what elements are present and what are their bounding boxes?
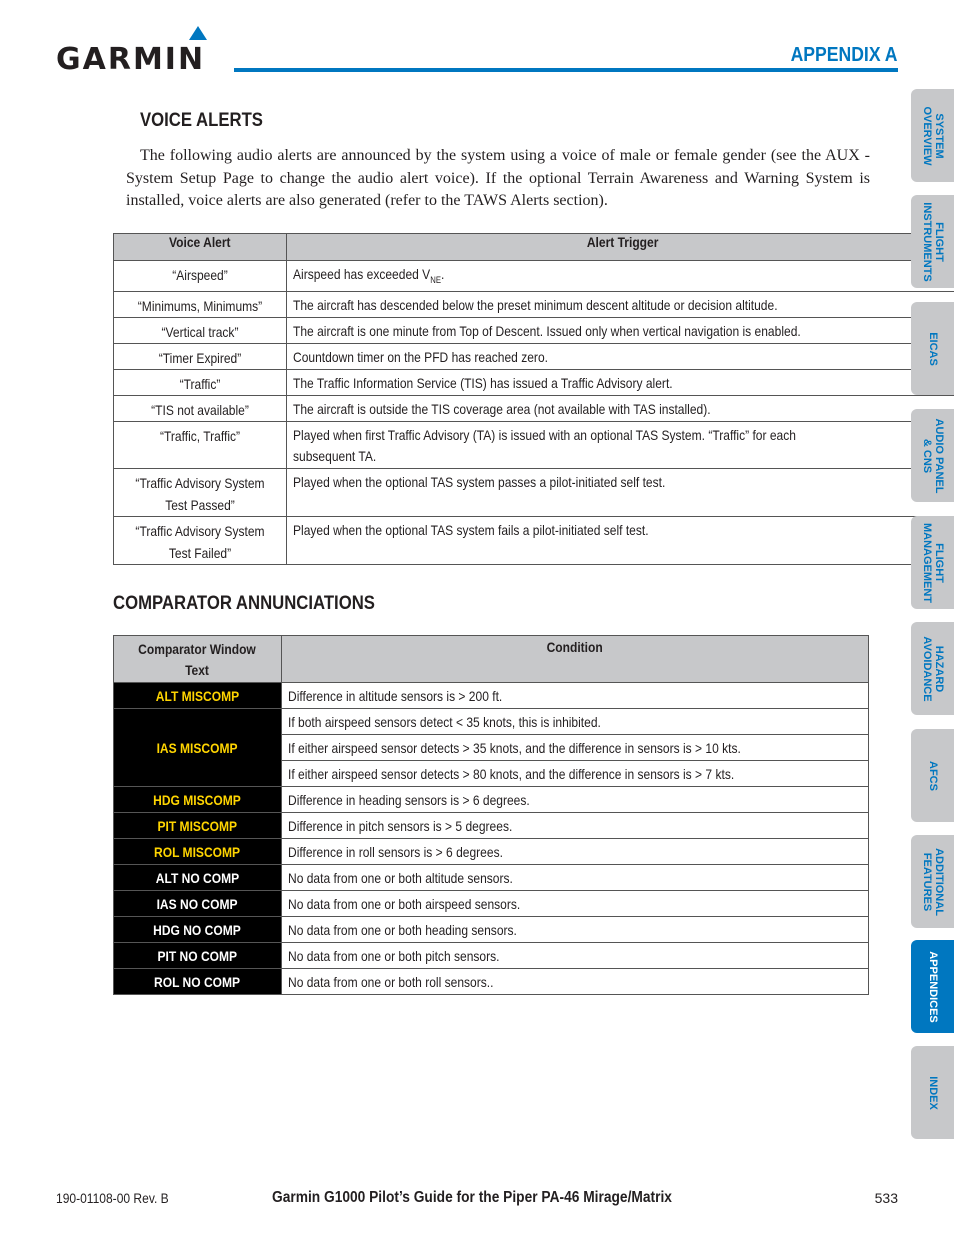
side-tab[interactable] bbox=[911, 729, 954, 822]
side-tab-label: FLIGHT MANAGEMENT bbox=[920, 522, 945, 603]
table-row bbox=[114, 865, 869, 891]
side-tab-label: INDEX bbox=[926, 1075, 939, 1110]
column-header-condition: Condition bbox=[281, 636, 868, 683]
comparator-annunciation: IAS MISCOMP bbox=[114, 709, 282, 787]
subscript: NE bbox=[430, 274, 441, 285]
side-tab[interactable] bbox=[911, 89, 954, 182]
voice-alert-cell: “Traffic Advisory System Test Passed” bbox=[114, 468, 287, 516]
voice-alert-cell: “Minimums, Minimums” bbox=[114, 291, 287, 317]
table-row bbox=[114, 516, 954, 564]
table-row bbox=[114, 891, 869, 917]
table-row bbox=[114, 969, 869, 995]
alert-trigger-cell: Played when the optional TAS system fails a pilot-initiated self test. bbox=[287, 516, 954, 564]
alert-trigger-cell: The aircraft is outside the TIS coverage area (not available with TAS installed). bbox=[287, 395, 954, 421]
alert-trigger-cell: The aircraft is one minute from Top of Descent. Issued only when vertical navigation is enabled. bbox=[287, 317, 954, 343]
voice-alert-cell: “Traffic Advisory System Test Failed” bbox=[114, 516, 287, 564]
condition-cell: No data from one or both pitch sensors. bbox=[281, 943, 868, 969]
side-tab-label: AUDIO PANEL & CNS bbox=[920, 418, 945, 493]
side-navigation-tabs bbox=[911, 0, 954, 1235]
table-row bbox=[114, 468, 954, 516]
voice-alert-cell: “Traffic, Traffic” bbox=[114, 421, 287, 468]
brand-name: GARMIN bbox=[56, 42, 206, 77]
comparator-annunciation: ALT NO COMP bbox=[114, 865, 282, 891]
table-row bbox=[114, 839, 869, 865]
voice-alert-cell: “Traffic” bbox=[114, 369, 287, 395]
condition-cell: Difference in heading sensors is > 6 degrees. bbox=[281, 787, 868, 813]
footer-title: Garmin G1000 Pilot’s Guide for the Piper PA-46 Mirage/Matrix bbox=[272, 1189, 672, 1206]
side-tab-label: HAZARD AVOIDANCE bbox=[920, 635, 945, 702]
alert-trigger-cell: The Traffic Information Service (TIS) has issued a Traffic Advisory alert. bbox=[287, 369, 954, 395]
comparator-heading: COMPARATOR ANNUNCIATIONS bbox=[113, 593, 375, 614]
condition-cell: If either airspeed sensor detects > 35 knots, and the difference in sensors is > 10 kts. bbox=[281, 735, 868, 761]
table-row bbox=[114, 917, 869, 943]
column-header-voice-alert: Voice Alert bbox=[114, 234, 287, 261]
condition-cell: Difference in altitude sensors is > 200 ft. bbox=[281, 683, 868, 709]
comparator-table bbox=[113, 635, 869, 995]
table-row bbox=[114, 421, 954, 468]
column-header-alert-trigger: Alert Trigger bbox=[287, 234, 954, 261]
voice-alerts-heading: VOICE ALERTS bbox=[140, 110, 263, 131]
table-row bbox=[114, 291, 954, 317]
side-tab[interactable] bbox=[911, 195, 954, 288]
alert-trigger-cell: Airspeed has exceeded $V_{NE}$. bbox=[287, 261, 954, 292]
condition-cell: No data from one or both roll sensors.. bbox=[281, 969, 868, 995]
comparator-annunciation: HDG NO COMP bbox=[114, 917, 282, 943]
voice-table-header bbox=[114, 234, 954, 261]
condition-cell: Difference in pitch sensors is > 5 degrees. bbox=[281, 813, 868, 839]
condition-cell: Difference in roll sensors is > 6 degrees. bbox=[281, 839, 868, 865]
side-tab-label: APPENDICES bbox=[926, 950, 939, 1023]
table-row bbox=[114, 787, 869, 813]
alert-trigger-cell: The aircraft has descended below the preset minimum descent altitude or decision altitude. bbox=[287, 291, 954, 317]
alert-trigger-cell: Played when first Traffic Advisory (TA) is issued with an optional TAS System. “Traffic” for each subsequent TA. bbox=[287, 421, 954, 468]
voice-alerts-table bbox=[113, 233, 954, 565]
table-row bbox=[114, 343, 954, 369]
comparator-table-header bbox=[114, 636, 869, 683]
column-header-window-text: Comparator Window Text bbox=[114, 636, 282, 683]
comparator-annunciation: PIT MISCOMP bbox=[114, 813, 282, 839]
table-row bbox=[114, 317, 954, 343]
side-tab-label: FLIGHT INSTRUMENTS bbox=[920, 201, 945, 282]
condition-cell: If both airspeed sensors detect < 35 knots, this is inhibited. bbox=[281, 709, 868, 735]
section-title: APPENDIX A bbox=[791, 44, 898, 66]
garmin-logo bbox=[56, 26, 220, 76]
table-row bbox=[114, 261, 954, 292]
alert-trigger-cell: Played when the optional TAS system passes a pilot-initiated self test. bbox=[287, 468, 954, 516]
table-row bbox=[114, 813, 869, 839]
voice-alert-cell: “Vertical track” bbox=[114, 317, 287, 343]
alert-trigger-cell: Countdown timer on the PFD has reached zero. bbox=[287, 343, 954, 369]
voice-alert-cell: “Timer Expired” bbox=[114, 343, 287, 369]
condition-cell: No data from one or both heading sensors. bbox=[281, 917, 868, 943]
side-tab-label: EICAS bbox=[926, 331, 939, 366]
side-tab[interactable] bbox=[911, 409, 954, 502]
table-row bbox=[114, 943, 869, 969]
side-tab-label: SYSTEM OVERVIEW bbox=[920, 105, 945, 166]
header-rule bbox=[234, 68, 898, 72]
side-tab[interactable] bbox=[911, 302, 954, 395]
table-row bbox=[114, 709, 869, 735]
side-tab[interactable] bbox=[911, 835, 954, 928]
voice-alert-cell: “TIS not available” bbox=[114, 395, 287, 421]
table-row bbox=[114, 683, 869, 709]
comparator-annunciation: ROL NO COMP bbox=[114, 969, 282, 995]
condition-cell: No data from one or both airspeed sensors. bbox=[281, 891, 868, 917]
comparator-annunciation: IAS NO COMP bbox=[114, 891, 282, 917]
side-tab[interactable] bbox=[911, 940, 954, 1033]
comparator-annunciation: PIT NO COMP bbox=[114, 943, 282, 969]
footer-page-number: 533 bbox=[874, 1190, 898, 1206]
side-tab-label: ADDITIONAL FEATURES bbox=[920, 847, 945, 916]
side-tab[interactable] bbox=[911, 622, 954, 715]
comparator-annunciation: ALT MISCOMP bbox=[114, 683, 282, 709]
condition-cell: No data from one or both altitude sensors. bbox=[281, 865, 868, 891]
table-row bbox=[114, 395, 954, 421]
side-tab[interactable] bbox=[911, 516, 954, 609]
garmin-triangle-icon bbox=[189, 26, 207, 40]
side-tab-label: AFCS bbox=[926, 760, 939, 791]
condition-cell: If either airspeed sensor detects > 80 knots, and the difference in sensors is > 7 kts. bbox=[281, 761, 868, 787]
comparator-annunciation: HDG MISCOMP bbox=[114, 787, 282, 813]
voice-alerts-intro: The following audio alerts are announced by the system using a voice of male or female gender (see the AUX - System Setup Page to change the audio alert voice). If the optional Terrain Awareness and Warning System is installed, voice alerts are also generated (refer to the TAWS Alerts section). bbox=[126, 147, 870, 210]
voice-alert-cell: “Airspeed” bbox=[114, 261, 287, 292]
table-row bbox=[114, 369, 954, 395]
footer-doc-number: 190-01108-00 Rev. B bbox=[56, 1190, 169, 1206]
side-tab[interactable] bbox=[911, 1046, 954, 1139]
comparator-annunciation: ROL MISCOMP bbox=[114, 839, 282, 865]
